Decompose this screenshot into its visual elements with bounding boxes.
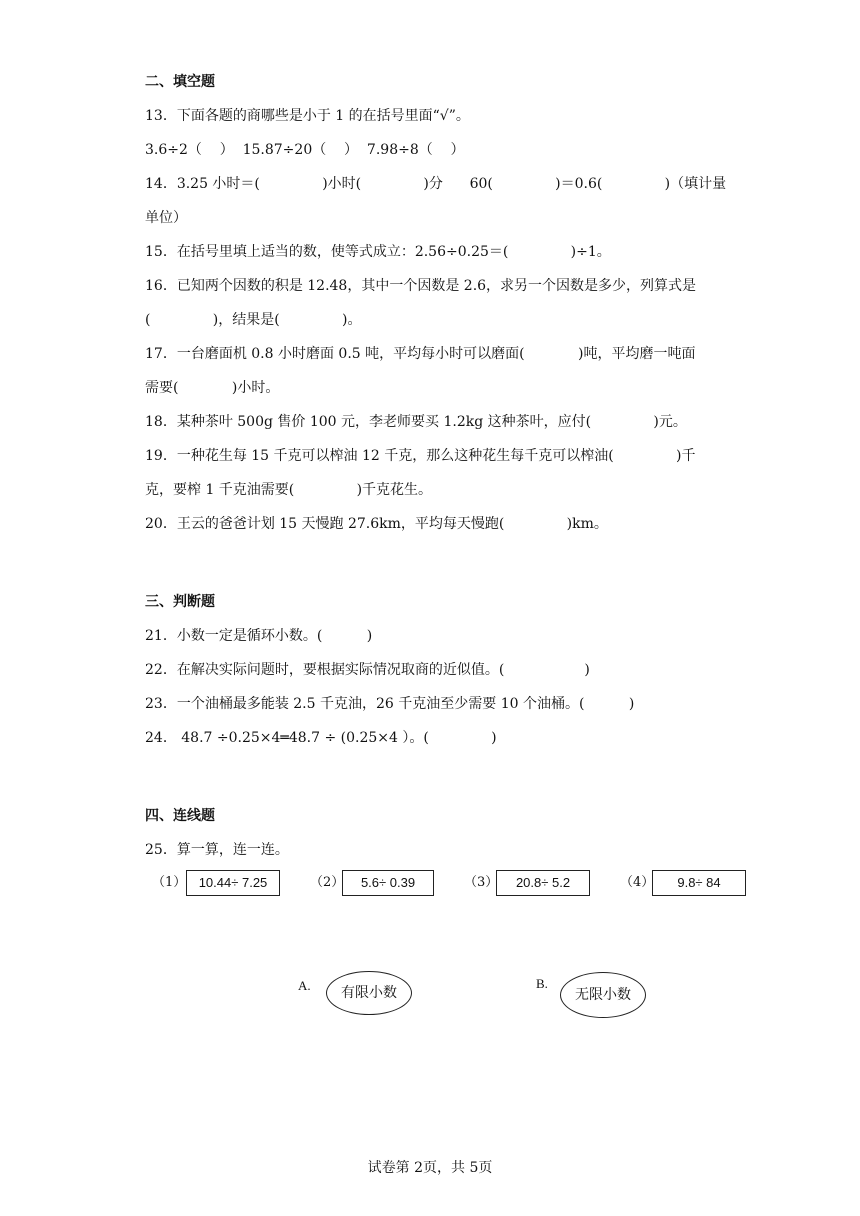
question-13: 13．下面各题的商哪些是小于 1 的在括号里面“√”。: [145, 108, 470, 124]
question-21: 21．小数一定是循环小数。( ): [145, 628, 373, 644]
question-17-cont: 需要( )小时。: [145, 380, 280, 396]
expr-box-3[interactable]: 20.8÷ 5.2: [496, 870, 590, 896]
option-ellipse-finite-decimal[interactable]: 有限小数: [326, 971, 412, 1015]
expr-label-1: （1）: [152, 875, 187, 890]
expr-label-3: （3）: [464, 875, 499, 890]
question-15: 15．在括号里填上适当的数，使等式成立：2.56÷0.25＝( )÷1。: [145, 244, 611, 260]
question-22: 22．在解决实际问题时，要根据实际情况取商的近似值。( ): [145, 662, 590, 678]
expr-label-2: （2）: [310, 875, 345, 890]
page-footer: 试卷第 2页，共 5页: [367, 1160, 493, 1176]
question-23: 23．一个油桶最多能装 2.5 千克油，26 千克油至少需要 10 个油桶。( ): [145, 696, 635, 712]
expr-box-2[interactable]: 5.6÷ 0.39: [342, 870, 434, 896]
expr-box-1[interactable]: 10.44÷ 7.25: [186, 870, 280, 896]
question-16-cont: ( )，结果是( )。: [145, 312, 362, 328]
question-20: 20．王云的爸爸计划 15 天慢跑 27.6km，平均每天慢跑( )km。: [145, 516, 608, 532]
question-16: 16．已知两个因数的积是 12.48，其中一个因数是 2.6，求另一个因数是多少，列算式是: [145, 278, 697, 294]
section-heading-fill-blank: 二、填空题: [145, 74, 215, 90]
question-17: 17．一台磨面机 0.8 小时磨面 0.5 吨，平均每小时可以磨面( )吨，平均磨一吨面: [145, 346, 696, 362]
question-19: 19．一种花生每 15 千克可以榨油 12 千克，那么这种花生每千克可以榨油( )千: [145, 448, 696, 464]
question-18: 18．某种茶叶 500g 售价 100 元，李老师要买 1.2kg 这种茶叶，应付( )元。: [145, 414, 687, 430]
expr-box-4[interactable]: 9.8÷ 84: [652, 870, 746, 896]
option-ellipse-infinite-decimal[interactable]: 无限小数: [560, 972, 646, 1018]
section-heading-true-false: 三、判断题: [145, 594, 215, 610]
question-14: 14．3.25 小时＝( )小时( )分 60( )＝0.6( )（填计量: [145, 176, 727, 192]
question-24: 24． 48.7 ÷0.25×4═48.7 ÷ (0.25×4 ）。( ): [145, 730, 497, 746]
question-25: 25．算一算，连一连。: [145, 842, 289, 858]
question-13-items: 3.6÷2（ ） 15.87÷20（ ） 7.98÷8（ ）: [145, 142, 465, 158]
expr-label-4: （4）: [620, 875, 655, 890]
question-14-cont: 单位）: [145, 210, 187, 226]
option-letter-b: B.: [536, 976, 548, 991]
question-19-cont: 克，要榨 1 千克油需要( )千克花生。: [145, 482, 433, 498]
section-heading-matching: 四、连线题: [145, 808, 215, 824]
option-letter-a: A.: [298, 978, 311, 993]
